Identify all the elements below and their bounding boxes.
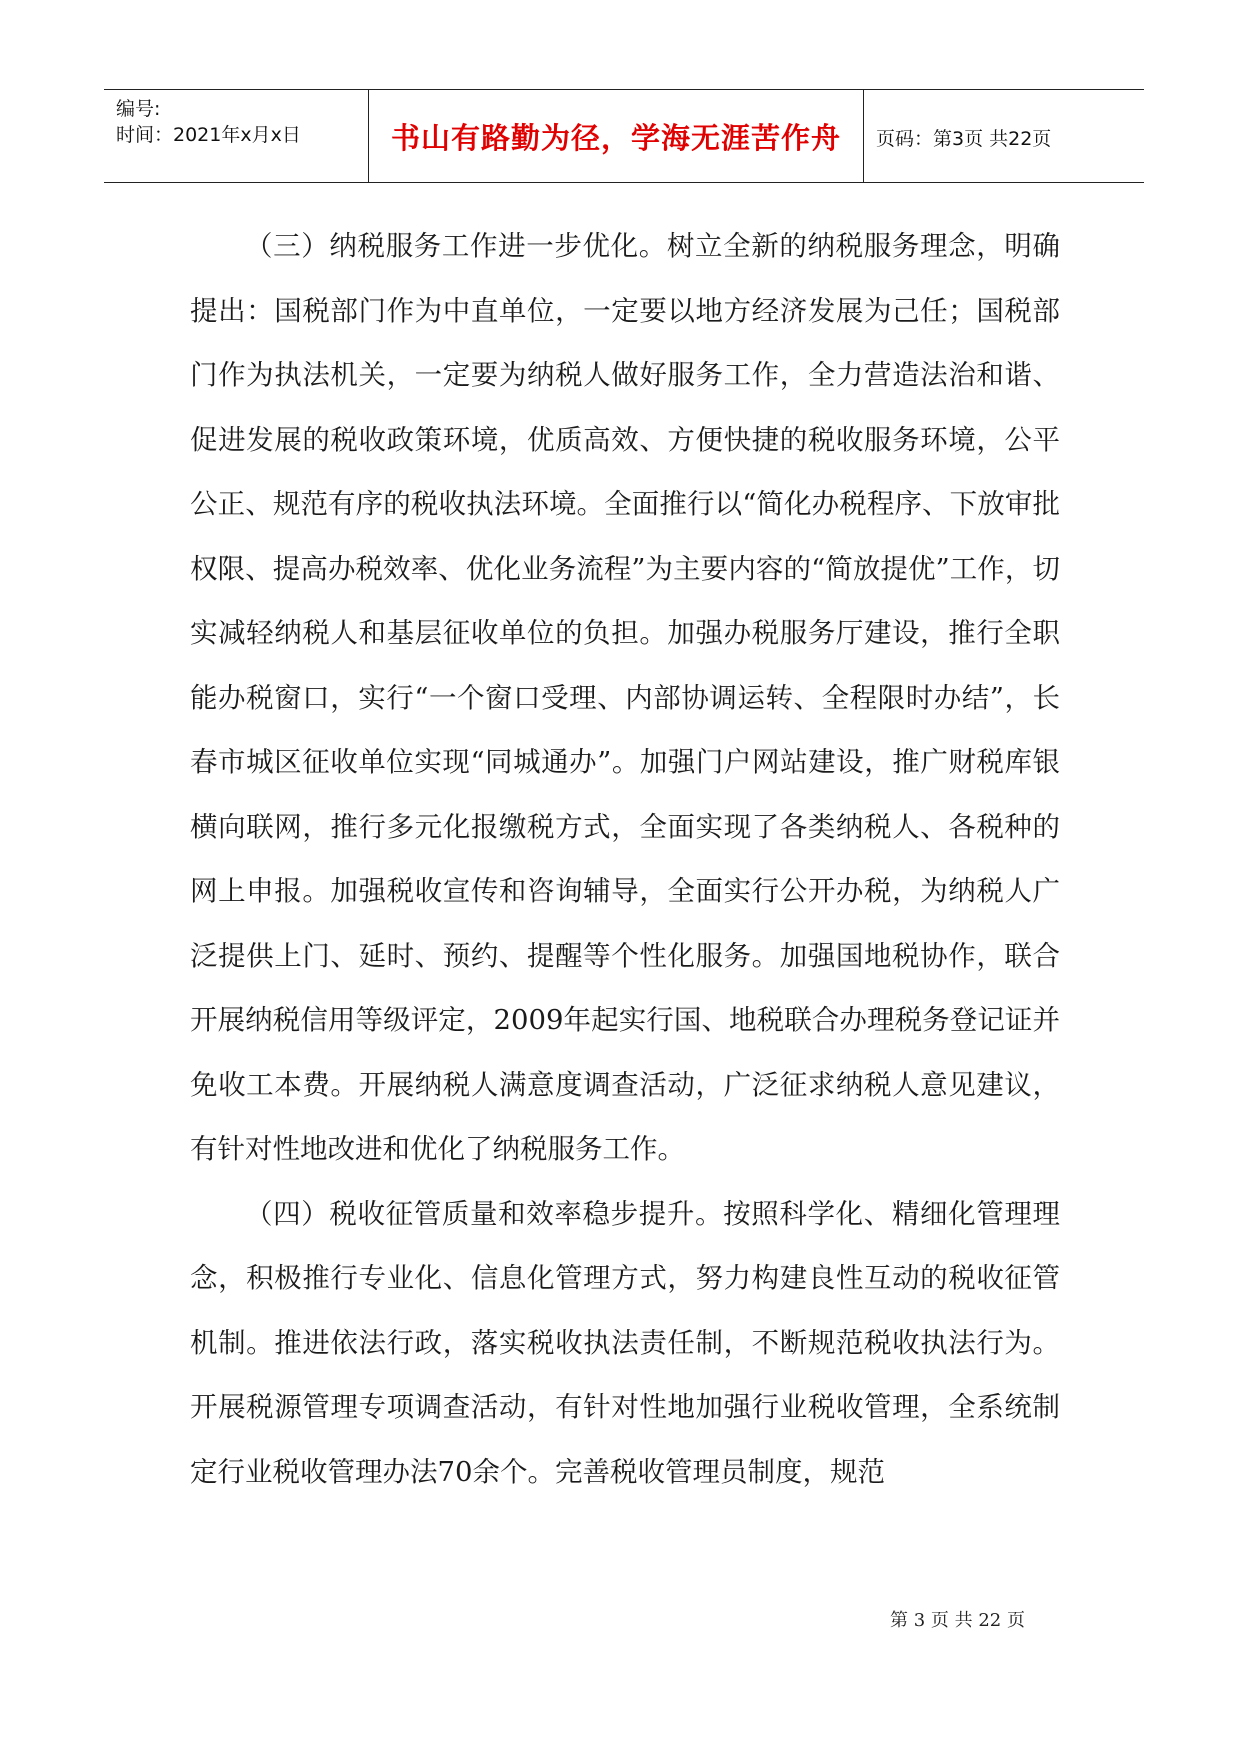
header-info-cell	[104, 90, 369, 182]
header-motto-cell	[369, 90, 864, 182]
page-footer: 第 3 页 共 22 页	[890, 1610, 1025, 1631]
document-number-label: 编号:	[116, 98, 161, 120]
paragraph-section-3: （三）纳税服务工作进一步优化。树立全新的纳税服务理念，明确提出：国税部门作为中直单位，一定要以地方经济发展为己任；国税部门作为执法机关，一定要为纳税人做好服务工作，全力营造法治和谐、促进发展的税收政策环境，优质高效、方便快捷的税收服务环境，公平公正、规范有序的税收执法环境。全面推行以“简化办税程序、下放审批权限、提高办税效率、优化业务流程”为主要内容的“简放提优”工作，切实减轻纳税人和基层征收单位的负担。加强办税服务厅建设，推行全职能办税窗口，实行“一个窗口受理、内部协调运转、全程限时办结”，长春市城区征收单位实现“同城通办”。加强门户网站建设，推广财税库银横向联网，推行多元化报缴税方式，全面实现了各类纳税人、各税种的网上申报。加强税收宣传和咨询辅导，全面实行公开办税，为纳税人广泛提供上门、延时、预约、提醒等个性化服务。加强国地税协作，联合开展纳税信用等级评定，2009年起实行国、地税联合办理税务登记证并免收工本费。开展纳税人满意度调查活动，广泛征求纳税人意见建议，有针对性地改进和优化了纳税服务工作。	[190, 230, 1060, 1165]
motto-text: 书山有路勤为径，学海无涯苦作舟	[390, 121, 841, 155]
header-page-cell	[864, 90, 1144, 182]
document-time-label: 时间：2021年x月x日	[116, 124, 301, 146]
page-code-label: 页码：第3页 共22页	[876, 128, 1052, 150]
page-header	[104, 89, 1144, 183]
paragraph-section-4: （四）税收征管质量和效率稳步提升。按照科学化、精细化管理理念，积极推行专业化、信息化管理方式，努力构建良性互动的税收征管机制。推进依法行政，落实税收执法责任制，不断规范税收执法行为。开展税源管理专项调查活动，有针对性地加强行业税收管理，全系统制定行业税收管理办法70余个。完善税收管理员制度，规范	[190, 1197, 1060, 1488]
document-body	[190, 214, 1060, 1504]
